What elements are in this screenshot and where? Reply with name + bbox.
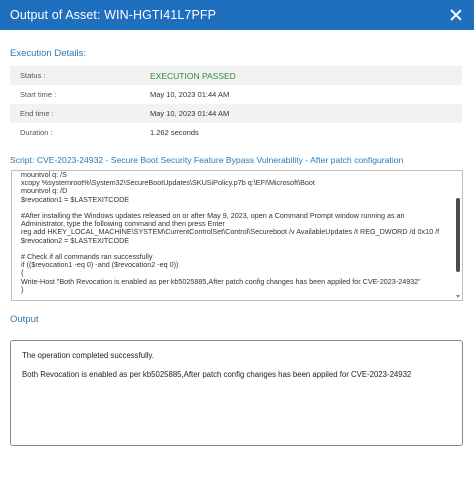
- script-line: # Check if all commands ran successfully: [21, 252, 153, 262]
- status-value: EXECUTION PASSED: [150, 70, 236, 81]
- script-line: Write-Host "Both Revocation is enabled as per kb5025885,After patch config changes has been appiled for CVE-2023-24932": [21, 276, 421, 286]
- script-line: #After installing the Windows updates released on or after May 9, 2023, open a Command Prompt window running as an Administrator, type the following command and then press Enter: [21, 211, 407, 229]
- script-scrollbar[interactable]: [455, 172, 461, 300]
- detail-row-end-time: [10, 104, 462, 123]
- script-line: $revocation2 = $LASTEXITCODE: [21, 235, 130, 245]
- detail-row-status: [10, 66, 462, 85]
- duration-value: 1.262 seconds: [150, 128, 199, 137]
- window-title: Output of Asset: WIN-HGTI41L7PFP: [10, 8, 217, 22]
- window-titlebar: [0, 0, 474, 30]
- scrollbar-thumb[interactable]: [456, 198, 460, 272]
- close-icon[interactable]: [448, 7, 464, 23]
- end-time-value: May 10, 2023 01:44 AM: [150, 109, 230, 118]
- script-line: xcopy %systemroot%\System32\SecureBootUpdates\SKUSiPolicy.p7b q:\EFI\Microsoft\Boot: [21, 178, 315, 188]
- detail-key: Status :: [20, 71, 46, 80]
- scroll-down-icon[interactable]: [456, 295, 460, 298]
- detail-row-duration: [10, 123, 462, 142]
- script-line: mountvol q: /S: [21, 170, 67, 179]
- execution-details-table: [10, 66, 462, 142]
- script-textarea[interactable]: [11, 170, 463, 301]
- script-line: {: [21, 268, 24, 278]
- script-line: $revocation1 = $LASTEXITCODE: [21, 194, 130, 204]
- output-panel: [10, 340, 463, 446]
- script-line: }: [21, 284, 24, 294]
- script-content: [21, 171, 450, 294]
- detail-key: End time :: [20, 109, 54, 118]
- output-heading: Output: [10, 314, 39, 325]
- detail-key: Start time :: [20, 90, 57, 99]
- start-time-value: May 10, 2023 01:44 AM: [150, 90, 230, 99]
- output-line-1: The operation completed successfully.: [22, 351, 155, 360]
- execution-details-heading: Execution Details:: [10, 48, 87, 59]
- script-heading: Script: CVE-2023-24932 - Secure Boot Security Feature Bypass Vulnerability - After patch configuration: [10, 155, 404, 165]
- detail-row-start-time: [10, 85, 462, 104]
- detail-key: Duration :: [20, 128, 53, 137]
- output-line-2: Both Revocation is enabled as per kb5025885,After patch config changes has been appiled for CVE-2023-24932: [22, 370, 412, 379]
- script-line: if (($revocation1 -eq 0) -and ($revocation2 -eq 0)): [21, 260, 179, 270]
- script-line: mountvol q: /D: [21, 186, 68, 196]
- script-line: reg add HKEY_LOCAL_MACHINE\SYSTEM\CurrentControlSet\Control\Secureboot /v AvailableUpdates /t REG_DWORD /d 0x10 /f: [21, 227, 440, 237]
